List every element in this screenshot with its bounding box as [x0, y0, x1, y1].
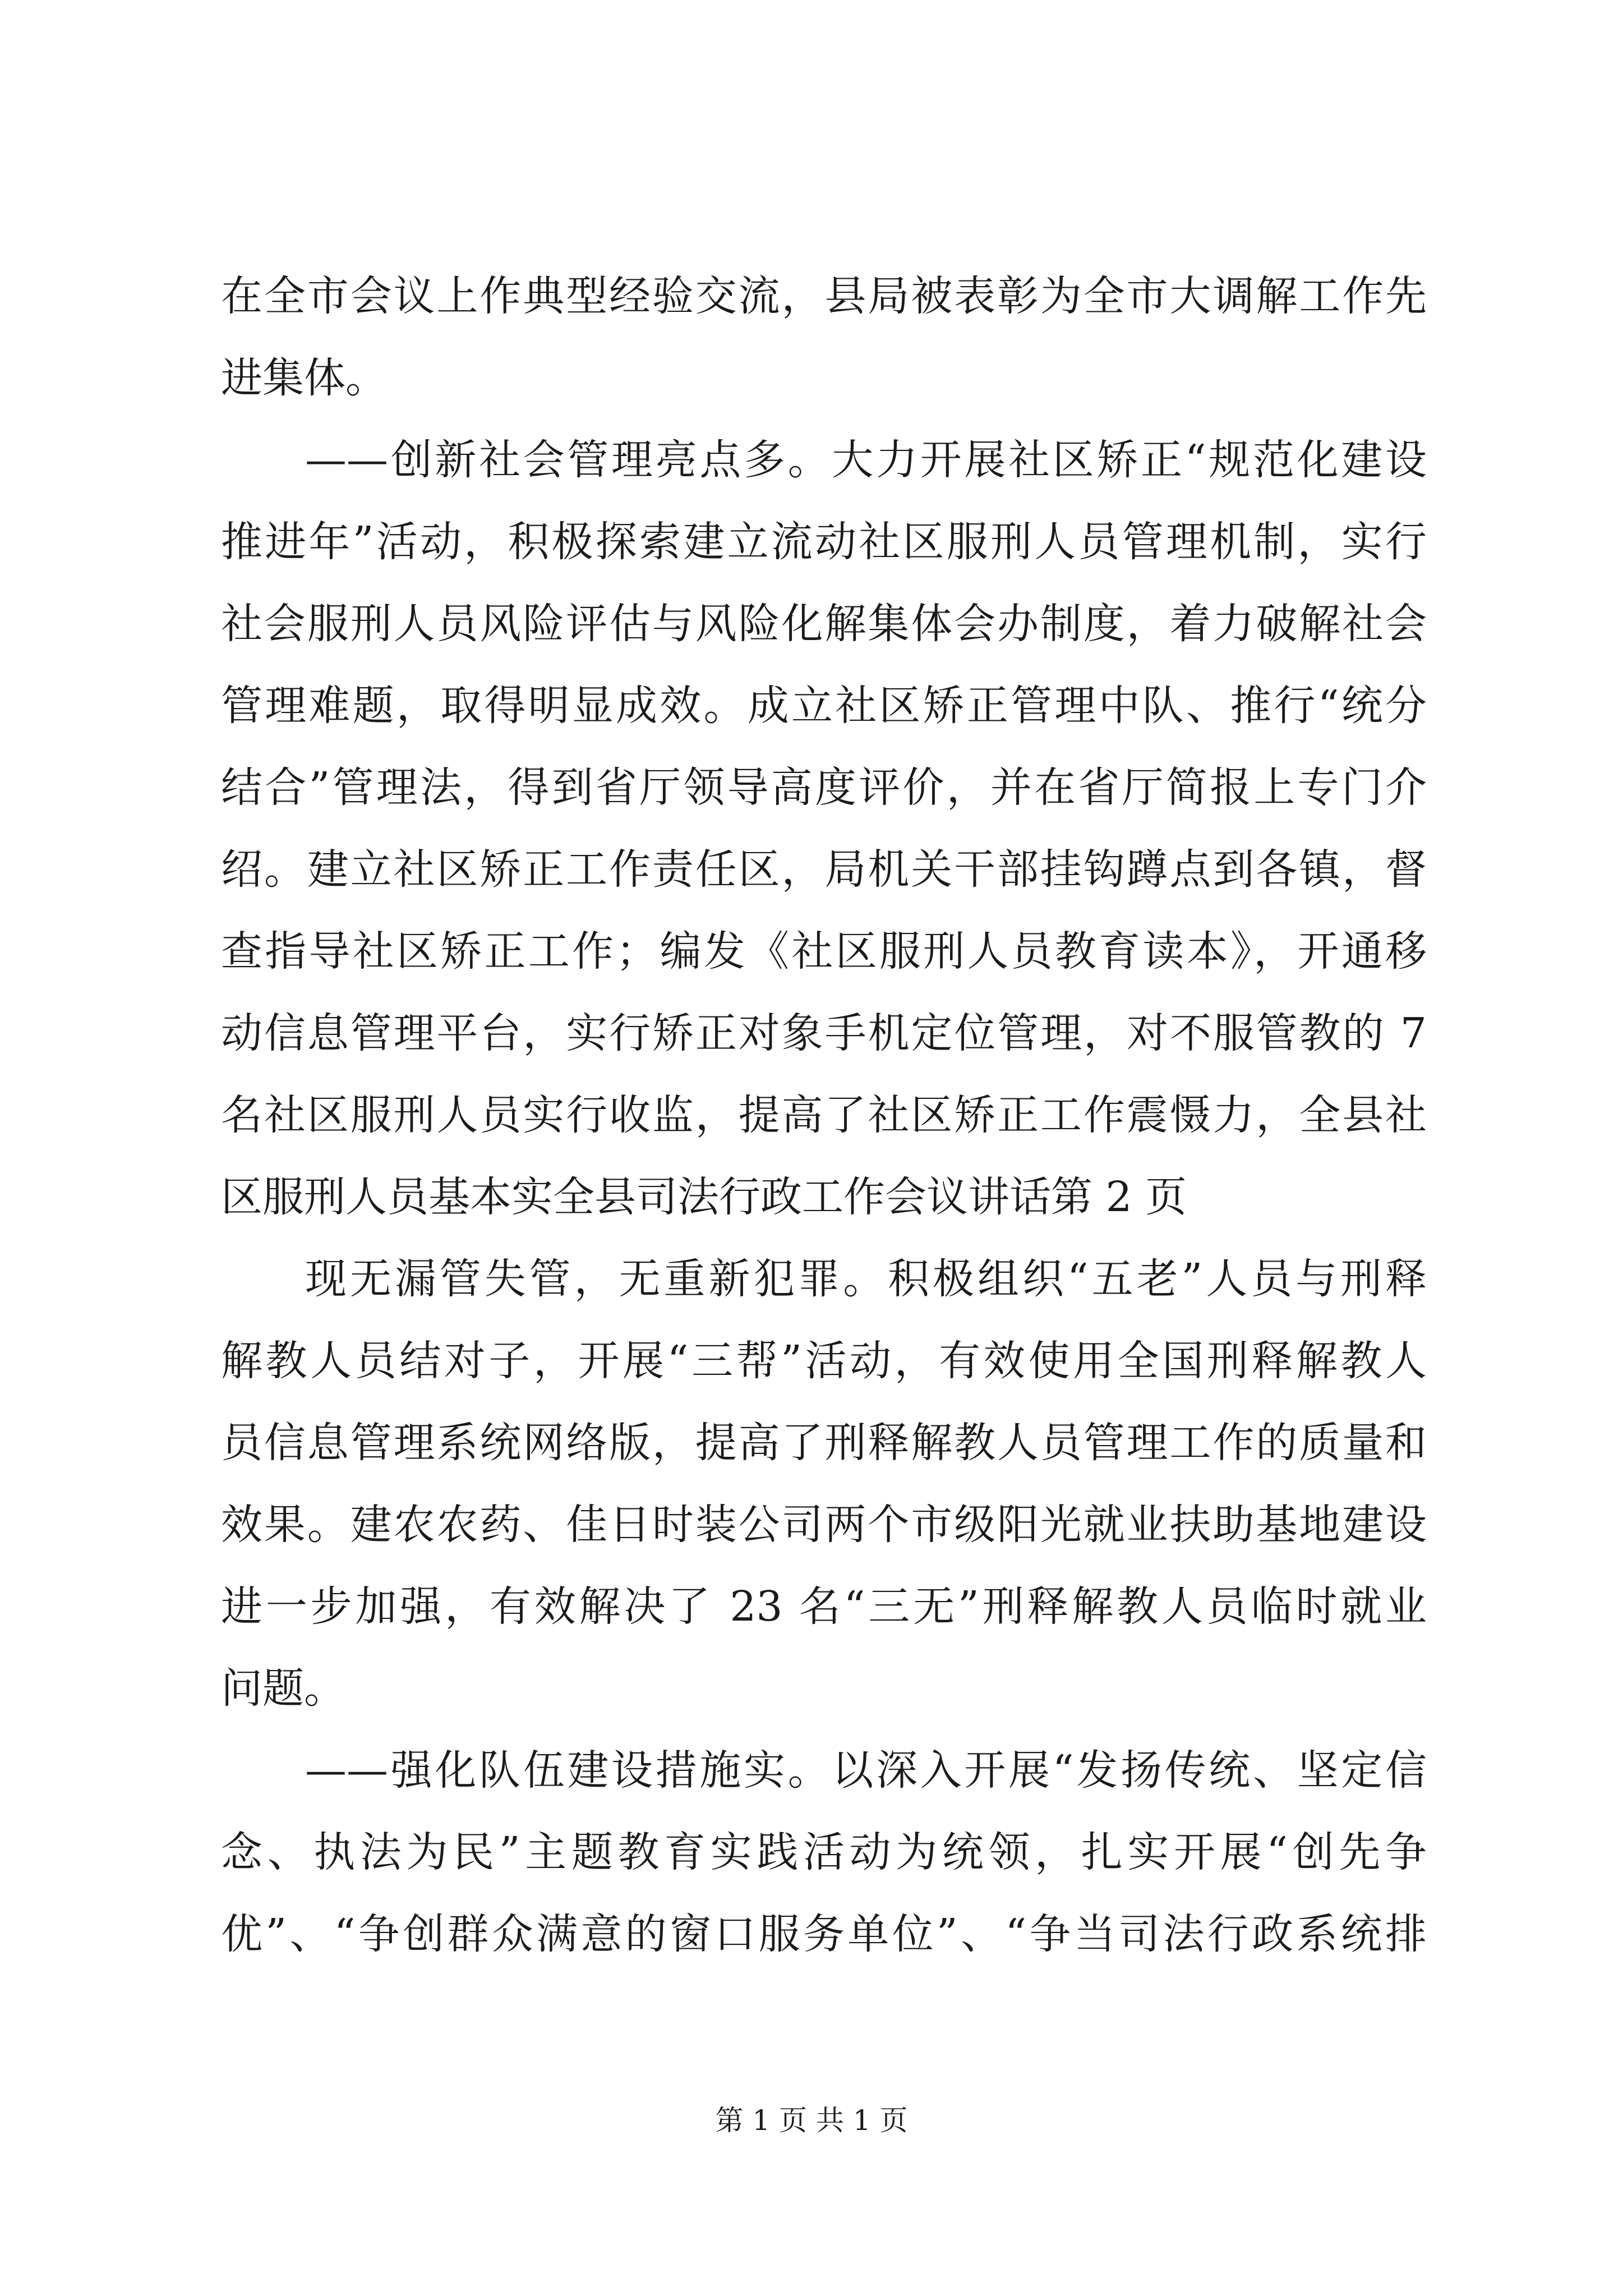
- text-line: 问题。: [221, 1664, 345, 1713]
- text-line: 区服刑人员基本实全县司法行政工作会议讲话第 2 页: [221, 1173, 1187, 1221]
- text-line: ——创新社会管理亮点多。大力开展社区矫正“规范化建设: [305, 436, 1427, 484]
- text-line: 管理难题，取得明显成效。成立社区矫正管理中队、推行“统分: [221, 682, 1427, 730]
- text-line: 现无漏管失管，无重新犯罪。积极组织“五老”人员与刑释: [305, 1255, 1427, 1303]
- document-body: [221, 255, 1427, 1975]
- text-line: 绍。建立社区矫正工作责任区，局机关干部挂钩蹲点到各镇，督: [221, 845, 1427, 894]
- text-line: 解教人员结对子，开展“三帮”活动，有效使用全国刑释解教人: [221, 1337, 1427, 1385]
- text-line: 查指导社区矫正工作；编发《社区服刑人员教育读本》，开通移: [221, 927, 1427, 976]
- text-line: 在全市会议上作典型经验交流，县局被表彰为全市大调解工作先: [221, 272, 1427, 320]
- text-line: 推进年”活动，积极探索建立流动社区服刑人员管理机制，实行: [221, 518, 1427, 566]
- text-line: 效果。建农农药、佳日时装公司两个市级阳光就业扶助基地建设: [221, 1501, 1427, 1549]
- text-line: 员信息管理系统网络版，提高了刑释解教人员管理工作的质量和: [221, 1419, 1427, 1467]
- text-line: 进一步加强，有效解决了 23 名“三无”刑释解教人员临时就业: [221, 1582, 1427, 1631]
- page-footer: 第 1 页 共 1 页: [715, 2104, 908, 2137]
- text-line: 进集体。: [221, 354, 387, 402]
- text-line: 念、执法为民”主题教育实践活动为统领，扎实开展“创先争: [221, 1828, 1427, 1876]
- text-line: 优”、“争创群众满意的窗口服务单位”、“争当司法行政系统排: [221, 1910, 1427, 1958]
- text-line: 结合”管理法，得到省厅领导高度评价，并在省厅简报上专门介: [221, 763, 1427, 812]
- text-line: 动信息管理平台，实行矫正对象手机定位管理，对不服管教的 7: [221, 1009, 1427, 1057]
- text-line: 社会服刑人员风险评估与风险化解集体会办制度，着力破解社会: [221, 600, 1427, 648]
- text-line: ——强化队伍建设措施实。以深入开展“发扬传统、坚定信: [305, 1746, 1427, 1795]
- text-line: 名社区服刑人员实行收监，提高了社区矫正工作震慑力，全县社: [221, 1091, 1427, 1139]
